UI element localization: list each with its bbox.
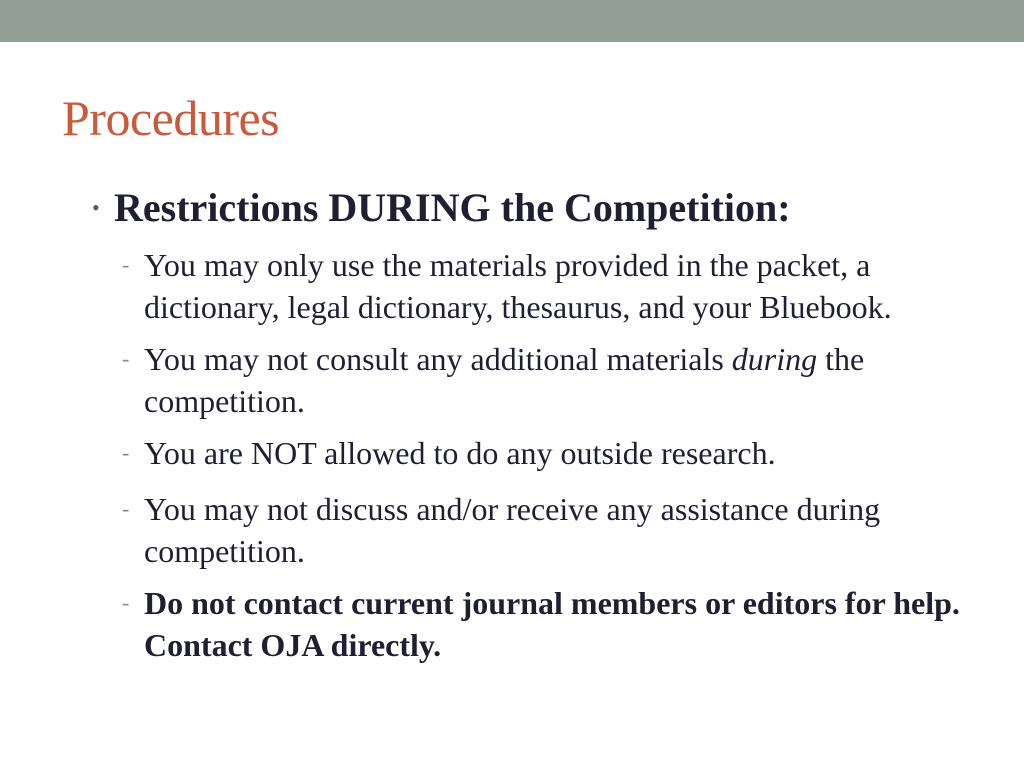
bullet-restrictions — [92, 184, 972, 238]
list-item-materials — [122, 244, 972, 328]
list-item-consult — [122, 338, 972, 422]
dash-marker: - — [122, 590, 130, 615]
list-item-contact — [122, 582, 972, 666]
list-item-emphasis: during — [731, 341, 818, 377]
list-item-text: Do not contact current journal members or editors for help. Contact OJA directly. — [144, 585, 960, 663]
list-item-text — [144, 338, 972, 422]
slide-title: Procedures — [62, 90, 280, 146]
list-item-text-before: You may not consult any additional materials — [144, 341, 732, 377]
dash-marker: - — [122, 346, 130, 371]
restrictions-list — [92, 244, 972, 666]
top-accent-bar — [0, 0, 1024, 42]
bullet-heading: Restrictions DURING the Competition: — [114, 185, 791, 230]
list-item-text: You may only use the materials provided in the packet, a dictionary, legal dictionary, thesaurus, and your Bluebook. — [144, 247, 892, 325]
list-item-text: You may not discuss and/or receive any assistance during competition. — [144, 491, 881, 569]
list-item-text: You are NOT allowed to do any outside research. — [144, 435, 776, 471]
dash-marker: - — [122, 496, 130, 521]
list-item-assistance — [122, 488, 972, 572]
dash-marker: - — [122, 440, 130, 465]
list-item-text-after: the competition. — [144, 341, 865, 419]
bullet-marker: • — [92, 195, 100, 220]
slide-body — [92, 184, 972, 676]
list-item-research — [122, 432, 972, 478]
dash-marker: - — [122, 252, 130, 277]
